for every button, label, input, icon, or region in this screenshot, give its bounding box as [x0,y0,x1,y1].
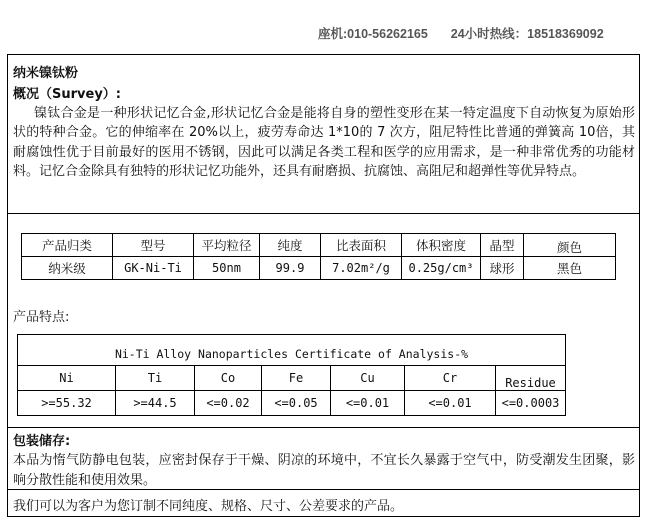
spec-value: 纳米级 [22,257,113,280]
certificate-header: Cr [405,366,496,391]
certificate-header: Ti [116,366,195,391]
spec-value: 黑色 [524,257,616,280]
spec-value: 50nm [194,257,260,280]
spec-header: 颜色 [524,234,616,257]
spec-value: 99.9 [260,257,321,280]
certificate-value: >=55.32 [18,391,116,416]
custom-order-note: 我们可以为客户为您订制不同纯度、规格、尺寸、公差要求的产品。 [13,499,404,514]
certificate-value: <=0.02 [195,391,262,416]
features-label: 产品特点: [13,310,70,325]
product-title: 纳米镍钛粉 [13,66,79,81]
spec-value: GK-Ni-Ti [113,257,194,280]
certificate-value: <=0.0003 [496,391,566,416]
certificate-value: <=0.05 [262,391,331,416]
packaging-text: 本品为惰气防静电包装，应密封保存于干燥、阴凉的环境中，不宜长久暴露于空气中，防受潮发生团聚，影响分散性能和使用效果。 [13,453,635,488]
landline-number: 座机:010-56262165 [318,27,428,41]
spec-value: 球形 [481,257,524,280]
certificate-table [17,365,566,416]
certificate-header-row [18,366,566,391]
certificate-header: Ni [18,366,116,391]
certificate-header: Residue [496,366,566,391]
contact-header [318,24,642,44]
spec-header: 产品归类 [22,234,113,257]
hotline-number: 24小时热线：18518369092 [450,27,604,41]
certificate-title: Ni-Ti Alloy Nanoparticles Certificate of Analysis-% [114,347,469,361]
spec-header: 型号 [113,234,194,257]
spec-value: 7.02m²/g [321,257,402,280]
certificate-header: Cu [331,366,405,391]
certificate-value: <=0.01 [331,391,405,416]
spec-header: 纯度 [260,234,321,257]
packaging-title: 包装储存: [13,434,71,449]
spec-header: 比表面积 [321,234,402,257]
certificate-value-row [18,391,566,416]
certificate-value: >=44.5 [116,391,195,416]
spec-header: 晶型 [481,234,524,257]
spec-header: 平均粒径 [194,234,260,257]
certificate-header: Fe [262,366,331,391]
spec-header: 体积密度 [402,234,481,257]
certificate-value: <=0.01 [405,391,496,416]
survey-label: 概况（Survey）: [13,87,121,102]
spec-value-row [22,257,616,280]
certificate-header: Co [195,366,262,391]
product-description: 镍钛合金是一种形状记忆合金,形状记忆合金是能将自身的塑性变形在某一特定温度下自动恢复为原始形状的特种合金。它的伸缩率在 20%以上，疲劳寿命达 1*10的 7 次方，阻尼特性比普通的弹簧高 10倍，其耐腐蚀性优于目前最好的医用不锈钢，因此可以满足各类工程和医学的应用需求，是一种非常优秀的功能材料。记忆合金除具有独特的形状记忆功能外，还具有耐磨损、抗腐蚀、高阻尼和超弹性等优异特点。 [13,106,635,180]
spec-header-row [22,234,616,257]
spec-value: 0.25g/cm³ [402,257,481,280]
spec-table [21,233,616,280]
